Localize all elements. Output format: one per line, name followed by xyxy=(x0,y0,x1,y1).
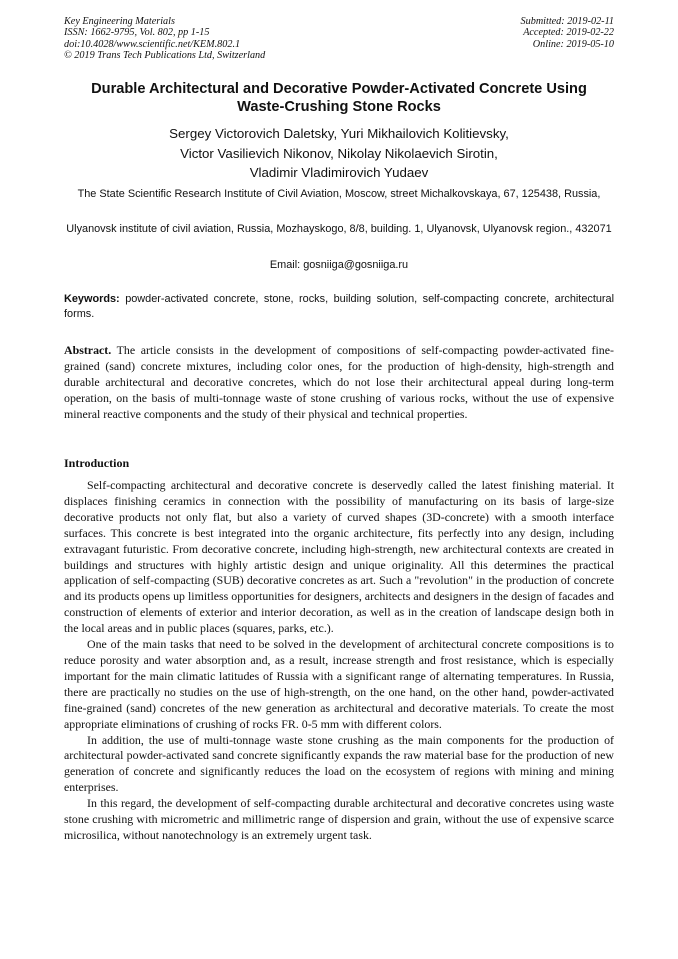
journal-name: Key Engineering Materials xyxy=(64,16,175,27)
keywords-block xyxy=(64,292,614,322)
abstract-label: Abstract. xyxy=(64,343,112,357)
affiliation-2: Ulyanovsk institute of civil aviation, Russia, Mozhayskogo, 8/8, building. 1, Ulyanovsk, Ulyanovsk region., 432071 xyxy=(66,223,612,235)
issn-line: ISSN: 1662-9795, Vol. 802, pp 1-15 xyxy=(64,27,210,39)
author-line: Victor Vasilievich Nikonov, Nikolay Nikolaevich Sirotin, xyxy=(180,145,498,161)
author-line: Vladimir Vladimirovich Yudaev xyxy=(249,165,429,181)
author-line: Sergey Victorovich Daletsky, Yuri Mikhailovich Kolitievsky, xyxy=(169,126,509,141)
introduction-body xyxy=(64,478,614,844)
abstract-text: The article consists in the development of compositions of self-compacting powder-activated fine-grained (sand) concrete mixtures, including color ones, for the production of high-density, high-strength and durable architectural and decorative concretes, which do not lose their architectural appeal during long-term operation, on the basis of multi-tonnage waste of stone crushing of various rocks, without the use of expensive mineral reactive components and the study of their physical and technical properties. xyxy=(64,343,614,421)
paper-title xyxy=(54,80,624,116)
copyright-line: © 2019 Trans Tech Publications Ltd, Switzerland xyxy=(64,50,266,62)
section-heading-introduction: Introduction xyxy=(64,456,130,470)
abstract-block xyxy=(64,343,614,423)
body-paragraph: Self-compacting architectural and decorative concrete is deservedly called the latest finishing material. It displaces finishing ceramics in connection with the possibility of manufacturing on its basis of large-size decorative products not only flat, but also a variety of curved shapes (3D-concrete) with a smooth interface surfaces. This concrete is best integrated into the organic architecture, fits perfectly into any design, including extravagant futuristic. From decorative concrete, including high-strength, new architectural contexts are created in buildings and structures with highly artistic design and unique originality. All this determines the practical application of self-compacting (SUB) decorative concretes as art. Such a "revolution" in the production of concrete and its products opens up limitless opportunities for designers, architects and designers in the design of facades and construction of elements of exterior and interior decoration, as well as in the creation of landscape design both in the local areas and in public places (squares, parks, etc.). xyxy=(64,478,614,636)
title-line: Durable Architectural and Decorative Powder-Activated Concrete Using xyxy=(91,81,587,97)
submitted-date: Submitted: 2019-02-11 xyxy=(520,16,614,27)
keywords-text: powder-activated concrete, stone, rocks, building solution, self-compacting concrete, architectural forms. xyxy=(64,293,615,320)
body-paragraph: In this regard, the development of self-compacting durable architectural and decorative concretes using waste stone crushing with micrometric and millimetric range of dispersion and grain, without the use of expensive scarce microsilica, without nanotechnology is an extremely urgent task. xyxy=(64,796,614,842)
accepted-date: Accepted: 2019-02-22 xyxy=(523,27,614,39)
online-date: Online: 2019-05-10 xyxy=(532,38,614,50)
title-line: Waste-Crushing Stone Rocks xyxy=(237,99,441,115)
body-paragraph: One of the main tasks that need to be solved in the development of architectural concrete compositions is to reduce porosity and water absorption and, as a result, increase strength and frost resistance, which is especially important for the main climatic latitudes of Russia with a significant range of alternating temperatures. In Russia, there are practically no studies on the use of high-strength, on the one hand, on the other hand, powder-activated fine-grained (sand) concretes of the new generation as architectural and decorative materials. To create the most appropriate eliminations of crushing of rocks FR. 0-5 mm with different colors. xyxy=(64,637,614,731)
affiliation-1: The State Scientific Research Institute of Civil Aviation, Moscow, street Michalkovskaya, 67, 125438, Russia, xyxy=(77,188,601,200)
journal-header xyxy=(64,16,265,62)
body-paragraph: In addition, the use of multi-tonnage waste stone crushing as the main components for the production of architectural powder-activated sand concrete significantly expands the raw material base for the production of new generation of concrete and significantly reduces the load on the ecosystem of regions with mining and mining enterprises. xyxy=(64,732,614,795)
author-list xyxy=(54,124,624,183)
doi-line: doi:10.4028/www.scientific.net/KEM.802.1 xyxy=(64,38,241,50)
keywords-label: Keywords: xyxy=(64,293,120,305)
dates-header xyxy=(521,16,614,50)
contact-email: Email: gosniiga@gosniiga.ru xyxy=(269,259,409,271)
